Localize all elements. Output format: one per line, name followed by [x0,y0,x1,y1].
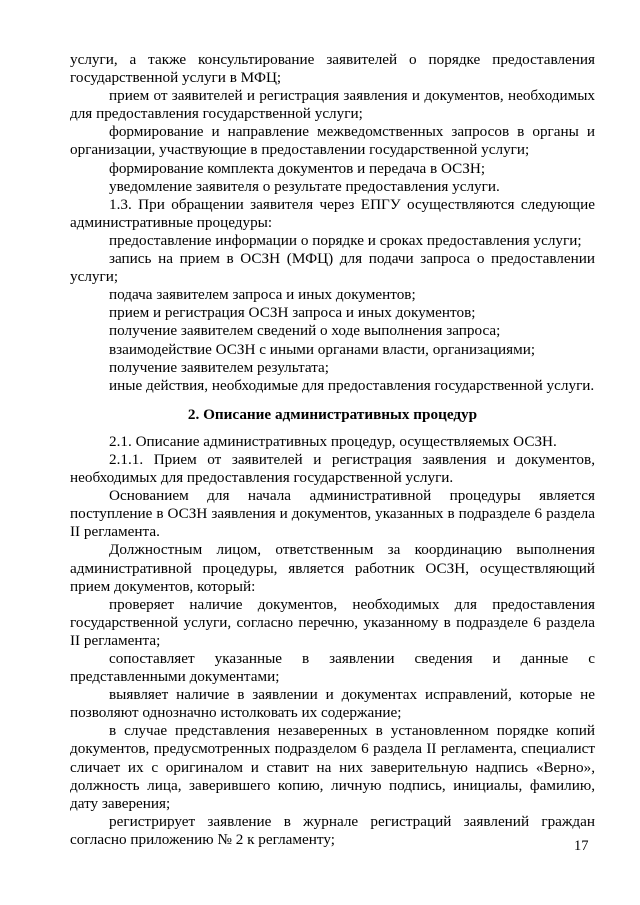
paragraph: 2.1. Описание административных процедур, осуществляемых ОСЗН. [109,432,557,450]
paragraph: 2.1.1. Прием от заявителей и регистрация заявления и документов, необходимых для предоставления государственной услуги. [70,450,595,487]
paragraph: взаимодействие ОСЗН с иными органами власти, организациями; [109,340,536,358]
paragraph: иные действия, необходимые для предоставления государственной услуги. [109,376,595,394]
paragraphs-after-heading [70,433,595,849]
page-number: 17 [574,838,589,854]
paragraph: уведомление заявителя о результате предоставления услуги. [109,177,500,195]
paragraph: сопоставляет указанные в заявлении сведения и данные с представленными документами; [70,650,595,686]
paragraph: получение заявителем результата; [109,358,330,376]
paragraph: подача заявителем запроса и иных документов; [109,286,416,304]
paragraph: 1.3. При обращении заявителя через ЕПГУ осуществляются следующие административные процедуры: [70,195,595,231]
paragraph: выявляет наличие в заявлении и документах исправлений, которые не позволяют однозначно истолковать их содержание; [70,686,595,722]
paragraph: формирование комплекта документов и передача в ОСЗН; [109,159,486,177]
paragraph: предоставление информации о порядке и сроках предоставления услуги; [109,231,582,249]
paragraphs-before-heading [70,51,595,395]
paragraph: регистрирует заявление в журнале регистраций заявлений граждан согласно приложению № 2 к регламенту; [70,812,595,848]
paragraph: прием от заявителей и регистрация заявления и документов, необходимых для предоставления государственной услуги; [70,87,595,123]
section-heading: 2. Описание административных процедур [187,405,478,423]
paragraph: прием и регистрация ОСЗН запроса и иных документов; [109,304,476,322]
paragraph: Должностным лицом, ответственным за координацию выполнения административной процедуры, является работник ОСЗН, осуществляющий прием документов, который: [70,541,595,595]
paragraph: запись на прием в ОСЗН (МФЦ) для подачи запроса о предоставлении услуги; [70,250,595,286]
document-page [70,51,595,849]
paragraph: проверяет наличие документов, необходимых для предоставления государственной услуги, согласно перечню, указанному в подразделе 6 раздела II регламента; [70,595,595,649]
paragraph: Основанием для начала административной процедуры является поступление в ОСЗН заявления и документов, указанных в подразделе 6 раздела II регламента. [70,487,595,541]
paragraph: услуги, а также консультирование заявителей о порядке предоставления государственной услуги в МФЦ; [70,51,595,87]
paragraph: получение заявителем сведений о ходе выполнения запроса; [109,322,501,340]
paragraph: в случае представления незаверенных в установленном порядке копий документов, предусмотренных подразделом 6 раздела II регламента, специалист сличает их с оригиналом и ставит на них заверительную надпись «Верно», должность лица, заверившего копию, личную подпись, инициалы, фамилию, дату заверения; [70,722,595,812]
paragraph: формирование и направление межведомственных запросов в органы и организации, участвующие в предоставлении государственной услуги; [70,123,595,159]
